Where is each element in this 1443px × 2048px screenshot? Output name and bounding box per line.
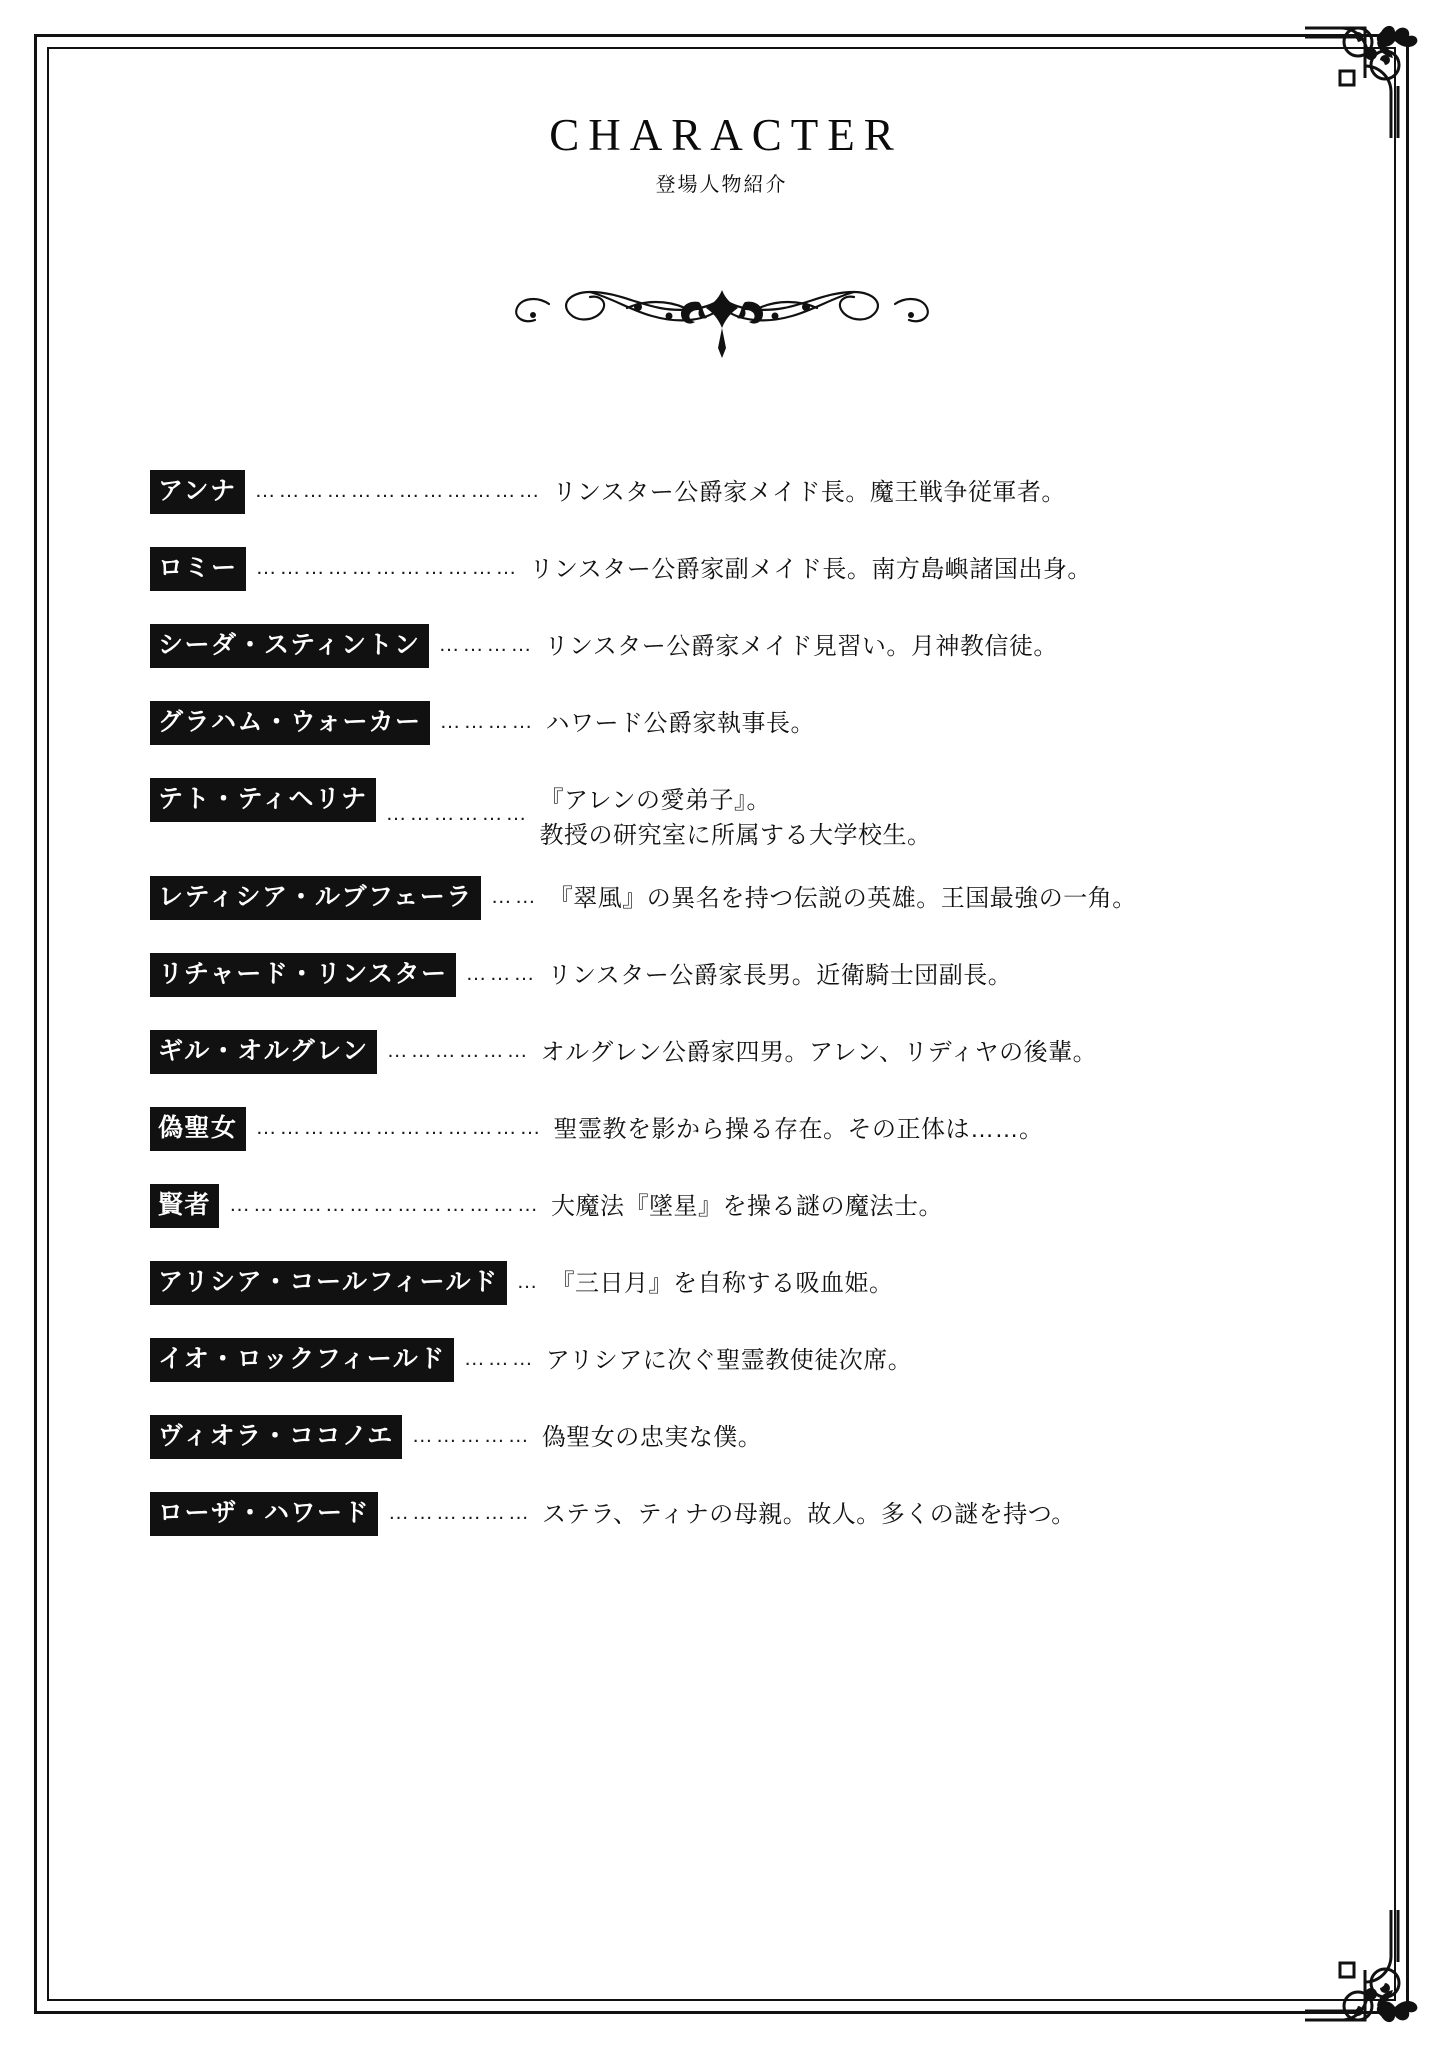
character-description: [530, 547, 1373, 588]
character-entry: [150, 1415, 1373, 1461]
character-description: [542, 1415, 1373, 1456]
character-description: [541, 1030, 1373, 1071]
character-description: [554, 1107, 1373, 1148]
leader-dots: ………: [463, 1346, 536, 1370]
character-description: [546, 1338, 1373, 1379]
character-name-tag: シーダ・スティントン: [150, 624, 429, 668]
leader-dots: …………: [438, 633, 535, 656]
leader-dots: ………………: [386, 1038, 531, 1062]
description-line: ステラ、ティナの母親。故人。多くの謎を持つ。: [542, 1500, 1076, 1528]
character-name-tag: テト・ティヘリナ: [150, 778, 376, 822]
ornamental-divider-icon: [327, 290, 1117, 360]
character-entry: [150, 1261, 1373, 1307]
leader-dots: ……: [490, 884, 539, 908]
leader-dots: ………………………………: [254, 479, 543, 502]
leader-dots: ………………: [385, 801, 530, 825]
description-line: 『翠風』の異名を持つ伝説の英雄。王国最強の一角。: [548, 884, 1137, 912]
leader-dots: ……………: [411, 1423, 532, 1447]
description-line: リンスター公爵家メイド長。魔王戦争従軍者。: [552, 479, 1066, 506]
leader-dots: ………………: [388, 1500, 533, 1524]
character-name-tag: ギル・オルグレン: [150, 1030, 377, 1074]
character-description: [551, 1184, 1373, 1225]
description-line: リンスター公爵家メイド見習い。月神教信徒。: [544, 633, 1058, 660]
character-name-tag: アンナ: [150, 470, 245, 514]
character-name-tag: グラハム・ウォーカー: [150, 701, 430, 745]
description-line: リンスター公爵家副メイド長。南方島嶼諸国出身。: [529, 556, 1092, 583]
leader-dots: ……………………………: [255, 556, 520, 579]
character-entry: [150, 624, 1373, 670]
character-name-tag: イオ・ロックフィールド: [150, 1338, 454, 1382]
character-name-tag: ヴィオラ・ココノエ: [150, 1415, 402, 1459]
leader-dots: …………………………………: [229, 1192, 542, 1216]
description-line: 『三日月』を自称する吸血姫。: [550, 1269, 894, 1297]
leader-dots: ………………………………: [255, 1115, 544, 1139]
character-entry: [150, 778, 1373, 854]
character-description: [542, 1492, 1373, 1533]
leader-dots: …: [516, 1269, 541, 1293]
character-list: [150, 470, 1373, 1569]
description-line: 聖霊教を影から操る存在。その正体は……。: [553, 1115, 1044, 1143]
character-description: [551, 1261, 1373, 1302]
description-line: 教授の研究室に所属する大学校生。: [539, 821, 932, 849]
character-name-tag: ロミー: [150, 547, 246, 591]
description-line: アリシアに次ぐ聖霊教使徒次席。: [545, 1346, 913, 1374]
character-entry: [150, 1107, 1373, 1153]
description-line: 偽聖女の忠実な僕。: [541, 1423, 763, 1451]
character-entry: [150, 1492, 1373, 1538]
character-description: [546, 701, 1373, 742]
character-name-tag: ローザ・ハワード: [150, 1492, 378, 1536]
character-name-tag: レティシア・ルブフェーラ: [150, 876, 481, 920]
character-name-tag: リチャード・リンスター: [150, 953, 456, 997]
character-description: [549, 876, 1373, 917]
character-description: [548, 953, 1373, 994]
page-title: CHARACTER: [549, 110, 903, 160]
description-line: 『アレンの愛弟子』。: [539, 787, 771, 814]
character-entry: [150, 547, 1373, 593]
character-name-tag: 偽聖女: [150, 1107, 246, 1151]
character-entry: [150, 1030, 1373, 1076]
character-description: [545, 624, 1373, 665]
character-entry: [150, 470, 1373, 516]
character-entry: [150, 953, 1373, 999]
description-line: 大魔法『墜星』を操る謎の魔法士。: [551, 1192, 944, 1220]
character-name-tag: 賢者: [150, 1184, 219, 1228]
description-line: ハワード公爵家執事長。: [545, 710, 816, 737]
description-line: オルグレン公爵家四男。アレン、リディヤの後輩。: [540, 1038, 1098, 1066]
character-entry: [150, 1338, 1373, 1384]
character-description: [540, 778, 1373, 854]
description-line: リンスター公爵家長男。近衛騎士団副長。: [547, 961, 1013, 989]
character-description: [553, 470, 1373, 511]
page-subtitle: 登場人物紹介: [655, 174, 788, 197]
character-entry: [150, 1184, 1373, 1230]
character-entry: [150, 876, 1373, 922]
leader-dots: ………: [465, 961, 538, 985]
corner-ornament-bottom-right-icon: [1305, 1910, 1437, 2042]
leader-dots: …………: [439, 710, 536, 733]
page-header: [0, 112, 1443, 197]
character-entry: [150, 701, 1373, 747]
character-name-tag: アリシア・コールフィールド: [150, 1261, 507, 1305]
